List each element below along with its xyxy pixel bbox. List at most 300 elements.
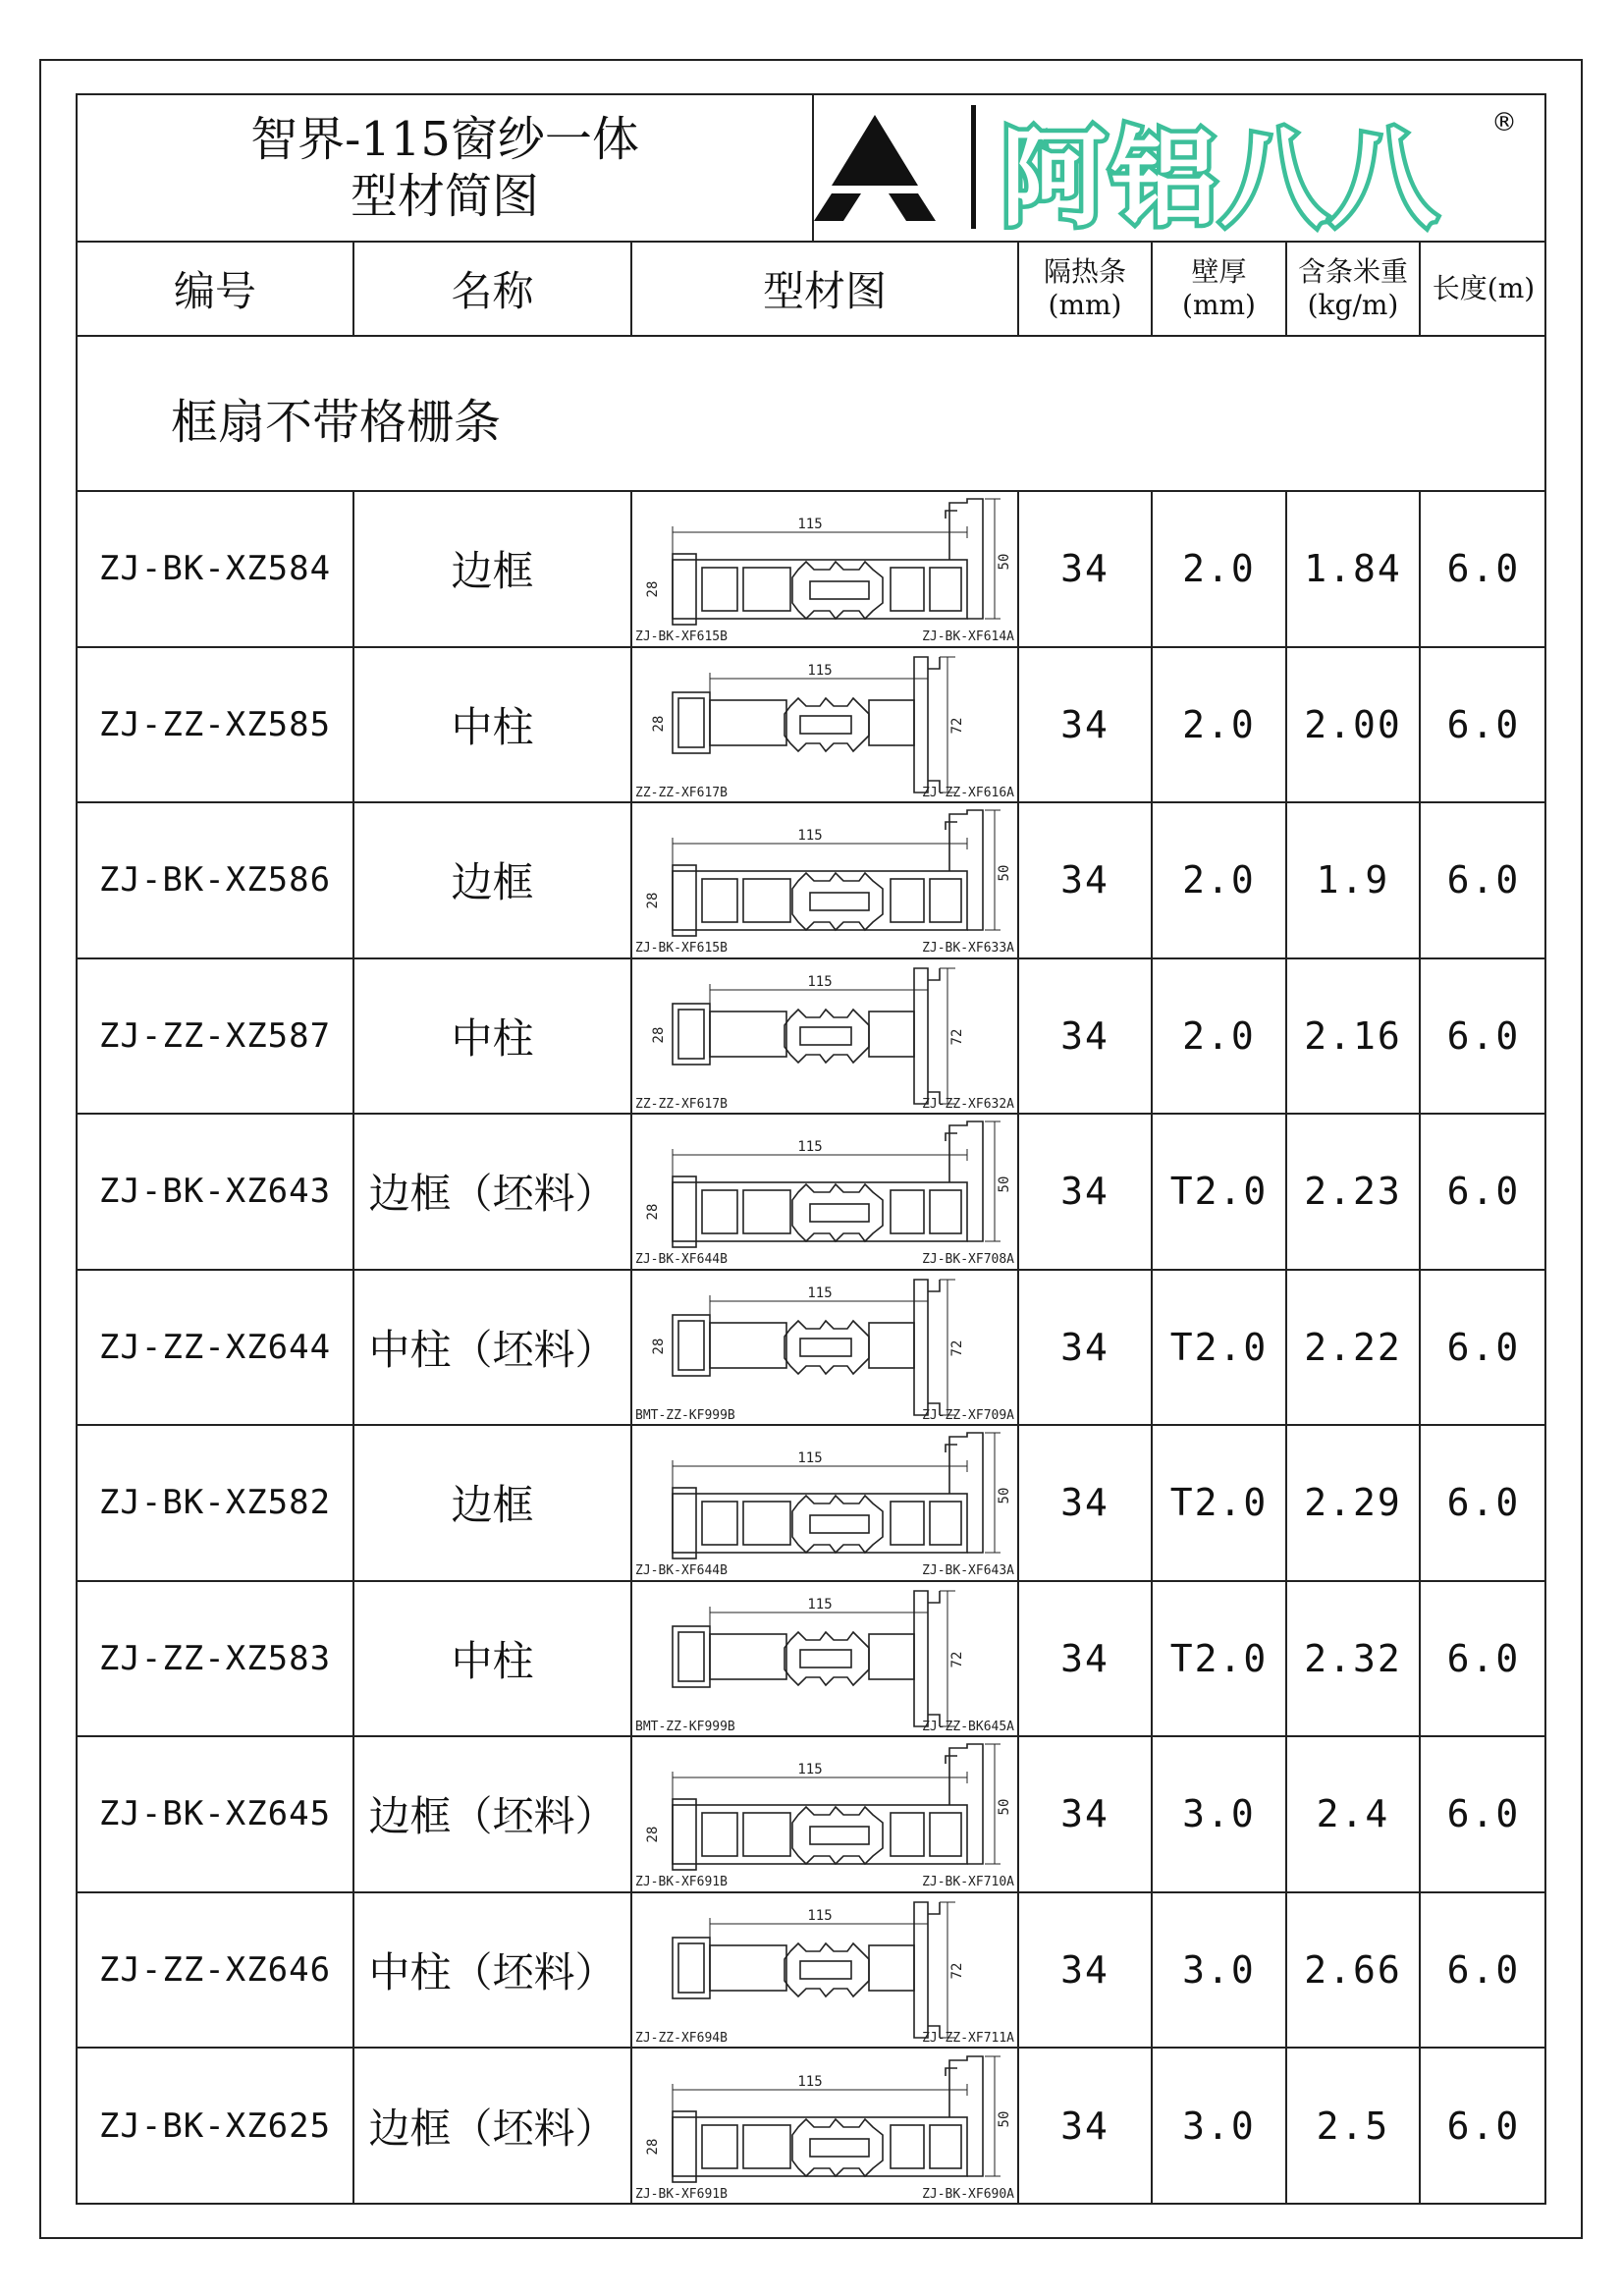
- height-dimension-label: 72: [949, 1651, 965, 1668]
- thermal-break-core: [810, 581, 869, 599]
- left-part-label: ZJ-BK-XF615B: [635, 941, 728, 957]
- height-dimension-label: 72: [949, 1962, 965, 1980]
- row-strip: 34: [1060, 1947, 1109, 1992]
- row-name-cell: [354, 648, 632, 802]
- row-thickness-cell: [1153, 648, 1287, 802]
- row-name: 中柱: [451, 1013, 534, 1063]
- height-dimension-label: 50: [997, 864, 1012, 882]
- width-dimension-label: 115: [807, 1596, 833, 1613]
- thermal-break-core: [810, 893, 869, 910]
- document-title: [78, 95, 814, 241]
- profile-chamber: [869, 1945, 914, 1991]
- row-length-cell: [1421, 1582, 1546, 1736]
- profile-chamber: [891, 879, 924, 922]
- profile-left-flange: [673, 1176, 696, 1247]
- profile-chamber: [743, 1813, 790, 1856]
- row-name-cell: [354, 959, 632, 1114]
- row-strip-cell: [1019, 1115, 1153, 1269]
- header: [78, 95, 1544, 243]
- row-strip: 34: [1060, 858, 1109, 902]
- left-dimension-label: 28: [645, 892, 661, 909]
- row-thickness-cell: [1153, 959, 1287, 1114]
- width-dimension-label: 115: [797, 1139, 823, 1156]
- profile-chamber: [702, 1502, 737, 1545]
- row-strip-cell: [1019, 1893, 1153, 2048]
- row-thickness-cell: [1153, 1115, 1287, 1269]
- row-weight: 1.9: [1316, 858, 1390, 902]
- right-part-label: ZJ-ZZ-XF632A: [922, 1096, 1014, 1112]
- row-weight-cell: [1287, 1893, 1421, 2048]
- profile-drawing: [633, 493, 1016, 644]
- row-length-cell: [1421, 2049, 1546, 2205]
- profile-chamber: [869, 700, 914, 745]
- row-name: 边框: [451, 1481, 534, 1530]
- table-row: [78, 1271, 1544, 1427]
- row-drawing-cell: [632, 959, 1019, 1114]
- table-row: [78, 1426, 1544, 1582]
- row-name: 中柱: [451, 1636, 534, 1685]
- profile-t-bar: [914, 1280, 928, 1415]
- row-weight: 1.84: [1304, 547, 1402, 591]
- profile-right-leg: [949, 1433, 983, 1553]
- col-length-label: 长度(m): [1432, 272, 1536, 304]
- profile-chamber: [710, 1634, 786, 1679]
- profile-right-leg: [949, 499, 983, 619]
- profile-chamber: [743, 879, 790, 922]
- brand-logo: [814, 95, 1546, 241]
- row-code: ZJ-BK-XZ582: [98, 1483, 332, 1523]
- width-dimension-label: 115: [797, 517, 823, 533]
- row-length: 6.0: [1446, 858, 1521, 902]
- row-weight: 2.16: [1304, 1013, 1402, 1058]
- profile-drawing: [633, 2050, 1016, 2202]
- table-row: [78, 1582, 1544, 1738]
- profile-hook: [946, 2068, 957, 2076]
- thermal-break-strip: [784, 1010, 869, 1063]
- width-dimension-label: 115: [807, 1907, 833, 1924]
- height-dimension-label: 50: [997, 1175, 1012, 1193]
- profile-drawing: [633, 1427, 1016, 1578]
- row-strip-cell: [1019, 1737, 1153, 1891]
- row-strip-cell: [1019, 1271, 1153, 1425]
- profile-outline: [673, 1280, 940, 1415]
- row-drawing-cell: [632, 1426, 1019, 1580]
- profile-hook: [946, 822, 957, 830]
- title-line-2: 型材简图: [350, 169, 539, 224]
- logo-right-foot: [889, 193, 936, 221]
- profile-t-bar: [914, 1591, 928, 1726]
- profile-hook: [946, 511, 957, 519]
- row-length: 6.0: [1446, 1013, 1521, 1058]
- dimension-lines: [710, 968, 955, 1104]
- profile-chamber: [891, 568, 924, 611]
- right-part-label: ZJ-ZZ-XF711A: [922, 2030, 1014, 2046]
- profile-right-leg: [949, 1744, 983, 1864]
- row-name-cell: [354, 1582, 632, 1736]
- left-part-label: ZZ-ZZ-XF617B: [635, 1096, 728, 1112]
- row-weight-cell: [1287, 1271, 1421, 1425]
- row-code: ZJ-ZZ-XZ644: [98, 1327, 332, 1367]
- col-name: [354, 243, 632, 335]
- dimension-lines: [710, 1280, 955, 1415]
- row-thickness: T2.0: [1169, 1170, 1269, 1214]
- section-title: 框扇不带格栅条: [171, 395, 502, 450]
- profile-chamber: [891, 1813, 924, 1856]
- profile-chamber: [891, 2125, 924, 2168]
- profile-chamber: [891, 1502, 924, 1545]
- row-code: ZJ-ZZ-XZ646: [98, 1949, 332, 1990]
- thermal-break-strip: [784, 698, 869, 751]
- dimension-lines: [673, 1433, 1001, 1553]
- profile-chamber: [678, 1632, 704, 1681]
- profile-hook: [946, 1133, 957, 1141]
- profile-chamber: [930, 2125, 961, 2168]
- right-part-label: ZJ-BK-XF633A: [922, 941, 1014, 957]
- row-weight: 2.00: [1304, 702, 1402, 746]
- left-dimension-label: 28: [645, 580, 661, 598]
- left-dimension-label: 28: [651, 715, 667, 733]
- thermal-break-core: [800, 1650, 851, 1667]
- profile-drawing: [633, 649, 1016, 800]
- profile-chamber: [743, 2125, 790, 2168]
- row-name-cell: [354, 803, 632, 957]
- profile-outline: [673, 968, 940, 1104]
- col-weight: [1287, 243, 1421, 335]
- row-length-cell: [1421, 1737, 1546, 1891]
- row-thickness-cell: [1153, 1893, 1287, 2048]
- left-dimension-label: 28: [645, 2138, 661, 2156]
- profile-drawing: [633, 1583, 1016, 1734]
- height-dimension-label: 50: [997, 1798, 1012, 1816]
- col-drawing-label: 型材图: [762, 267, 887, 315]
- profile-chamber: [702, 568, 737, 611]
- row-code-cell: [78, 2049, 354, 2205]
- width-dimension-label: 115: [797, 1762, 823, 1778]
- profile-chamber: [702, 2125, 737, 2168]
- profile-chamber: [743, 1502, 790, 1545]
- row-weight: 2.5: [1316, 2105, 1390, 2149]
- dimension-lines: [710, 657, 955, 793]
- row-thickness: 2.0: [1182, 858, 1256, 902]
- row-code: ZJ-BK-XZ643: [98, 1172, 332, 1212]
- dimension-lines: [710, 1591, 955, 1726]
- row-name: 中柱（坯料）: [368, 1947, 617, 1996]
- row-length-cell: [1421, 1115, 1546, 1269]
- row-drawing-cell: [632, 803, 1019, 957]
- row-strip: 34: [1060, 1325, 1109, 1369]
- height-dimension-label: 50: [997, 2110, 1012, 2128]
- profile-chamber: [891, 1190, 924, 1233]
- profile-drawing: [633, 960, 1016, 1112]
- row-name-cell: [354, 1115, 632, 1269]
- row-name-cell: [354, 1271, 632, 1425]
- right-part-label: ZJ-ZZ-XF616A: [922, 785, 1014, 800]
- right-part-label: ZJ-BK-XF690A: [922, 2187, 1014, 2203]
- row-thickness: 3.0: [1182, 2105, 1256, 2149]
- row-length: 6.0: [1446, 1170, 1521, 1214]
- profile-outline: [673, 499, 983, 625]
- thermal-break-strip: [784, 1632, 869, 1685]
- row-name: 边框: [451, 858, 534, 907]
- profile-t-flange: [928, 968, 940, 1104]
- brand-logo-graphic: [814, 95, 1546, 241]
- col-strip-unit: (mm): [1048, 289, 1122, 321]
- profile-chamber: [743, 568, 790, 611]
- col-code-label: 编号: [173, 267, 256, 315]
- row-drawing-cell: [632, 2049, 1019, 2205]
- left-part-label: ZZ-ZZ-XF617B: [635, 785, 728, 800]
- right-part-label: ZJ-BK-XF643A: [922, 1563, 1014, 1579]
- row-thickness-cell: [1153, 1426, 1287, 1580]
- row-name: 边框: [451, 547, 534, 596]
- profile-chamber: [678, 1943, 704, 1993]
- row-length: 6.0: [1446, 1792, 1521, 1836]
- row-strip: 34: [1060, 2105, 1109, 2149]
- row-weight-cell: [1287, 1426, 1421, 1580]
- table-row: [78, 1115, 1544, 1271]
- profile-outline: [673, 1121, 983, 1247]
- row-thickness-cell: [1153, 2049, 1287, 2205]
- row-length-cell: [1421, 648, 1546, 802]
- row-strip: 34: [1060, 547, 1109, 591]
- row-name-cell: [354, 1737, 632, 1891]
- dimension-lines: [673, 2056, 1001, 2176]
- row-drawing-cell: [632, 1737, 1019, 1891]
- table-row: [78, 1893, 1544, 2050]
- thermal-break-core: [800, 1339, 851, 1356]
- row-thickness-cell: [1153, 492, 1287, 646]
- col-thickness: [1153, 243, 1287, 335]
- left-part-label: ZJ-ZZ-XF694B: [635, 2030, 728, 2046]
- logo-divider: [971, 105, 976, 229]
- profile-chamber: [678, 1010, 704, 1059]
- profile-right-leg: [949, 2056, 983, 2176]
- profile-t-bar: [914, 968, 928, 1104]
- profile-right-leg: [949, 1121, 983, 1241]
- row-strip-cell: [1019, 803, 1153, 957]
- row-name: 边框（坯料）: [368, 1792, 617, 1841]
- row-thickness: T2.0: [1169, 1636, 1269, 1680]
- row-weight: 2.32: [1304, 1636, 1402, 1680]
- table-row: [78, 492, 1544, 648]
- profile-drawing: [633, 804, 1016, 956]
- height-dimension-label: 50: [997, 553, 1012, 571]
- thermal-break-core: [800, 1961, 851, 1979]
- row-name: 边框（坯料）: [368, 1170, 617, 1219]
- profile-left-flange: [673, 1799, 696, 1870]
- dimension-lines: [673, 810, 1001, 930]
- row-weight: 2.66: [1304, 1947, 1402, 1992]
- profile-outline: [673, 1902, 940, 2038]
- row-name: 边框（坯料）: [368, 2105, 617, 2154]
- left-part-label: ZJ-BK-XF644B: [635, 1252, 728, 1268]
- profile-left-flange: [673, 1488, 696, 1558]
- profile-chamber: [930, 1813, 961, 1856]
- row-code: ZJ-ZZ-XZ587: [98, 1015, 332, 1056]
- profile-chamber: [930, 879, 961, 922]
- thermal-break-strip: [784, 1321, 869, 1374]
- row-thickness-cell: [1153, 1737, 1287, 1891]
- thermal-break-core: [810, 1204, 869, 1222]
- profile-table: [78, 492, 1544, 2205]
- row-code-cell: [78, 1115, 354, 1269]
- profile-drawing: [633, 1894, 1016, 2046]
- row-code-cell: [78, 1582, 354, 1736]
- table-row: [78, 803, 1544, 959]
- row-name-cell: [354, 492, 632, 646]
- width-dimension-label: 115: [797, 2074, 823, 2091]
- profile-chamber: [869, 1323, 914, 1368]
- height-dimension-label: 72: [949, 1028, 965, 1046]
- row-code-cell: [78, 1893, 354, 2048]
- col-weight-label: 含条米重: [1297, 255, 1408, 288]
- row-code-cell: [78, 959, 354, 1114]
- row-thickness-cell: [1153, 1582, 1287, 1736]
- width-dimension-label: 115: [807, 662, 833, 679]
- col-drawing: [632, 243, 1019, 335]
- row-weight-cell: [1287, 959, 1421, 1114]
- dimension-lines: [710, 1902, 955, 2038]
- left-part-label: ZJ-BK-XF691B: [635, 2187, 728, 2203]
- row-drawing-cell: [632, 492, 1019, 646]
- profile-t-flange: [928, 1280, 940, 1415]
- profile-chamber: [930, 1190, 961, 1233]
- profile-hook: [946, 1445, 957, 1452]
- registered-mark: ®: [1491, 108, 1517, 137]
- row-code-cell: [78, 492, 354, 646]
- table-row: [78, 959, 1544, 1116]
- row-weight: 2.29: [1304, 1481, 1402, 1525]
- row-weight: 2.4: [1316, 1792, 1390, 1836]
- profile-t-bar: [914, 1902, 928, 2038]
- table-row: [78, 648, 1544, 804]
- width-dimension-label: 115: [797, 828, 823, 845]
- profile-chamber: [869, 1634, 914, 1679]
- row-thickness-cell: [1153, 1271, 1287, 1425]
- thermal-break-core: [810, 1827, 869, 1844]
- logo-triangle-mark: [832, 115, 918, 186]
- row-length-cell: [1421, 803, 1546, 957]
- row-drawing-cell: [632, 1115, 1019, 1269]
- row-drawing-cell: [632, 1271, 1019, 1425]
- height-dimension-label: 72: [949, 1339, 965, 1357]
- profile-body: [673, 1805, 967, 1864]
- row-name: 中柱（坯料）: [368, 1325, 617, 1374]
- width-dimension-label: 115: [807, 973, 833, 990]
- profile-outline: [673, 810, 983, 936]
- section-header: [78, 337, 1544, 492]
- profile-chamber: [678, 698, 704, 747]
- thermal-break-core: [810, 1515, 869, 1533]
- row-code-cell: [78, 1271, 354, 1425]
- col-length: [1421, 243, 1546, 335]
- thermal-break-core: [800, 1027, 851, 1045]
- profile-drawing: [633, 1272, 1016, 1423]
- profile-chamber: [710, 700, 786, 745]
- row-weight-cell: [1287, 2049, 1421, 2205]
- thermal-break-strip: [784, 1943, 869, 1996]
- profile-t-flange: [928, 1902, 940, 2038]
- right-part-label: ZJ-BK-XF710A: [922, 1875, 1014, 1890]
- row-thickness-cell: [1153, 803, 1287, 957]
- left-part-label: BMT-ZZ-KF999B: [635, 1719, 735, 1734]
- row-thickness: T2.0: [1169, 1481, 1269, 1525]
- profile-chamber: [743, 1190, 790, 1233]
- row-strip: 34: [1060, 1481, 1109, 1525]
- row-name-cell: [354, 1893, 632, 2048]
- profile-chamber: [702, 1813, 737, 1856]
- row-length-cell: [1421, 959, 1546, 1114]
- row-strip-cell: [1019, 959, 1153, 1114]
- row-thickness: T2.0: [1169, 1325, 1269, 1369]
- left-dimension-label: 28: [645, 1826, 661, 1843]
- dimension-lines: [673, 499, 1001, 619]
- profile-body: [673, 2117, 967, 2176]
- left-part-label: BMT-ZZ-KF999B: [635, 1407, 735, 1423]
- col-name-label: 名称: [451, 267, 534, 315]
- profile-body: [673, 1494, 967, 1553]
- left-part-label: ZJ-BK-XF615B: [635, 629, 728, 645]
- profile-t-bar: [914, 657, 928, 793]
- row-code: ZJ-BK-XZ645: [98, 1794, 332, 1834]
- row-weight: 2.22: [1304, 1325, 1402, 1369]
- column-header-row: [78, 243, 1544, 337]
- row-strip: 34: [1060, 1792, 1109, 1836]
- row-thickness: 2.0: [1182, 1013, 1256, 1058]
- profile-outline: [673, 2056, 983, 2182]
- title-line-1: 智界-115窗纱一体: [250, 112, 639, 167]
- col-code: [78, 243, 354, 335]
- profile-chamber: [710, 1011, 786, 1057]
- row-strip-cell: [1019, 1582, 1153, 1736]
- row-length: 6.0: [1446, 2105, 1521, 2149]
- row-thickness: 3.0: [1182, 1947, 1256, 1992]
- row-code: ZJ-BK-XZ584: [98, 549, 332, 589]
- profile-left-flange: [673, 865, 696, 936]
- row-code-cell: [78, 1737, 354, 1891]
- row-code: ZJ-BK-XZ625: [98, 2106, 332, 2147]
- row-length-cell: [1421, 492, 1546, 646]
- left-part-label: ZJ-BK-XF691B: [635, 1875, 728, 1890]
- row-length: 6.0: [1446, 1636, 1521, 1680]
- profile-left-flange: [673, 554, 696, 625]
- profile-hook: [946, 1756, 957, 1764]
- width-dimension-label: 115: [807, 1285, 833, 1301]
- row-length: 6.0: [1446, 702, 1521, 746]
- profile-body: [673, 871, 967, 930]
- row-thickness: 2.0: [1182, 547, 1256, 591]
- thermal-break-core: [810, 2139, 869, 2157]
- row-strip: 34: [1060, 702, 1109, 746]
- profile-chamber: [930, 568, 961, 611]
- row-length: 6.0: [1446, 1325, 1521, 1369]
- profile-chamber: [702, 879, 737, 922]
- row-code: ZJ-ZZ-XZ585: [98, 704, 332, 744]
- right-part-label: ZJ-ZZ-XF709A: [922, 1407, 1014, 1423]
- height-dimension-label: 72: [949, 717, 965, 735]
- row-length-cell: [1421, 1426, 1546, 1580]
- row-name: 中柱: [451, 702, 534, 751]
- row-strip: 34: [1060, 1636, 1109, 1680]
- profile-chamber: [869, 1011, 914, 1057]
- row-code: ZJ-BK-XZ586: [98, 860, 332, 901]
- left-part-label: ZJ-BK-XF644B: [635, 1563, 728, 1579]
- profile-drawing: [633, 1116, 1016, 1267]
- row-weight: 2.23: [1304, 1170, 1402, 1214]
- profile-outline: [673, 1744, 983, 1870]
- row-length-cell: [1421, 1893, 1546, 2048]
- row-strip: 34: [1060, 1013, 1109, 1058]
